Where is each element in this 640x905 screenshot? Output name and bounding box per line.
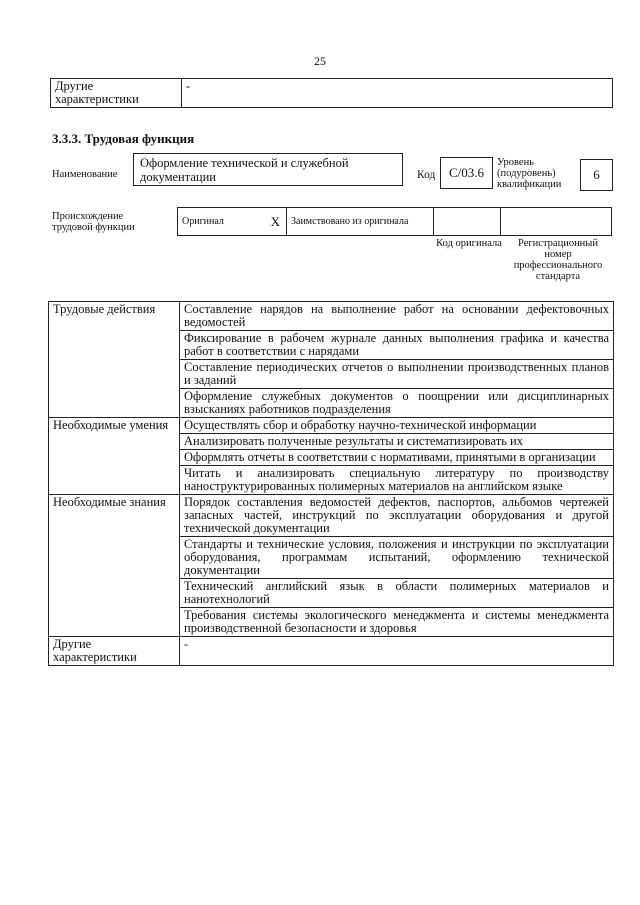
page-number: 25 — [314, 54, 326, 68]
original-code-caption: Код оригинала — [436, 238, 502, 249]
knowledge-item: Стандарты и технические условия, положения и инструкции по эксплуатации оборудования, программам испытаний, оформлению технической документации — [180, 537, 614, 579]
original-code-cell — [434, 208, 501, 236]
skill-item: Читать и анализировать специальную литературу по производству наноструктурированных полимерных материалов на английском языке — [180, 466, 614, 495]
qualification-level-box: 6 — [580, 159, 613, 191]
table-row — [49, 418, 614, 434]
code-box: C/03.6 — [440, 157, 493, 189]
labor-action-item: Составление нарядов на выполнение работ на основании дефектовочных ведомостей — [180, 302, 614, 331]
table-row — [49, 637, 614, 666]
origin-table — [177, 207, 612, 236]
borrowed-label: Заимствовано из оригинала — [287, 208, 434, 236]
section-title: 3.3.3. Трудовая функция — [52, 131, 195, 146]
original-mark: X — [270, 214, 280, 229]
function-name-box: Оформление технической и служебной документации — [133, 153, 403, 186]
function-details-table — [48, 301, 614, 666]
original-cell — [178, 208, 287, 236]
other-characteristics-label: Другие характеристики — [49, 637, 180, 666]
qualification-level-label: Уровень (подуровень) квалификации — [497, 157, 562, 190]
other-characteristics-label: Другие характеристики — [51, 79, 182, 108]
required-knowledge-label: Необходимые знания — [49, 495, 180, 637]
labor-action-item: Оформление служебных документов о поощрении или дисциплинарных взысканиях работников подразделения — [180, 389, 614, 418]
skill-item: Осуществлять сбор и обработку научно-технической информации — [180, 418, 614, 434]
skill-item: Оформлять отчеты в соответствии с нормативами, принятыми в организации — [180, 450, 614, 466]
table-row — [49, 495, 614, 537]
registration-number-cell — [501, 208, 612, 236]
labor-action-item: Фиксирование в рабочем журнале данных выполнения графика и качества работ в соответствии с нарядами — [180, 331, 614, 360]
other-characteristics-table-top — [50, 78, 613, 108]
required-skills-label: Необходимые умения — [49, 418, 180, 495]
skill-item: Анализировать полученные результаты и систематизировать их — [180, 434, 614, 450]
labor-action-item: Составление периодических отчетов о выполнении производственных планов и заданий — [180, 360, 614, 389]
other-characteristics-value: - — [180, 637, 614, 666]
knowledge-item: Требования системы экологического менеджмента и системы менеджмента производственной безопасности и здоровья — [180, 608, 614, 637]
other-characteristics-value: - — [182, 79, 613, 108]
knowledge-item: Порядок составления ведомостей дефектов, паспортов, альбомов чертежей запасных частей, инструкций по эксплуатации оборудования и другой технической документации — [180, 495, 614, 537]
table-row — [49, 302, 614, 331]
name-label: Наименование — [52, 169, 118, 180]
knowledge-item: Технический английский язык в области полимерных материалов и нанотехнологий — [180, 579, 614, 608]
labor-actions-label: Трудовые действия — [49, 302, 180, 418]
code-label: Код — [417, 169, 436, 181]
registration-number-caption: Регистрационный номер профессионального стандарта — [513, 238, 603, 282]
original-label: Оригинал — [182, 216, 224, 227]
origin-label: Происхождение трудовой функции — [52, 211, 135, 233]
